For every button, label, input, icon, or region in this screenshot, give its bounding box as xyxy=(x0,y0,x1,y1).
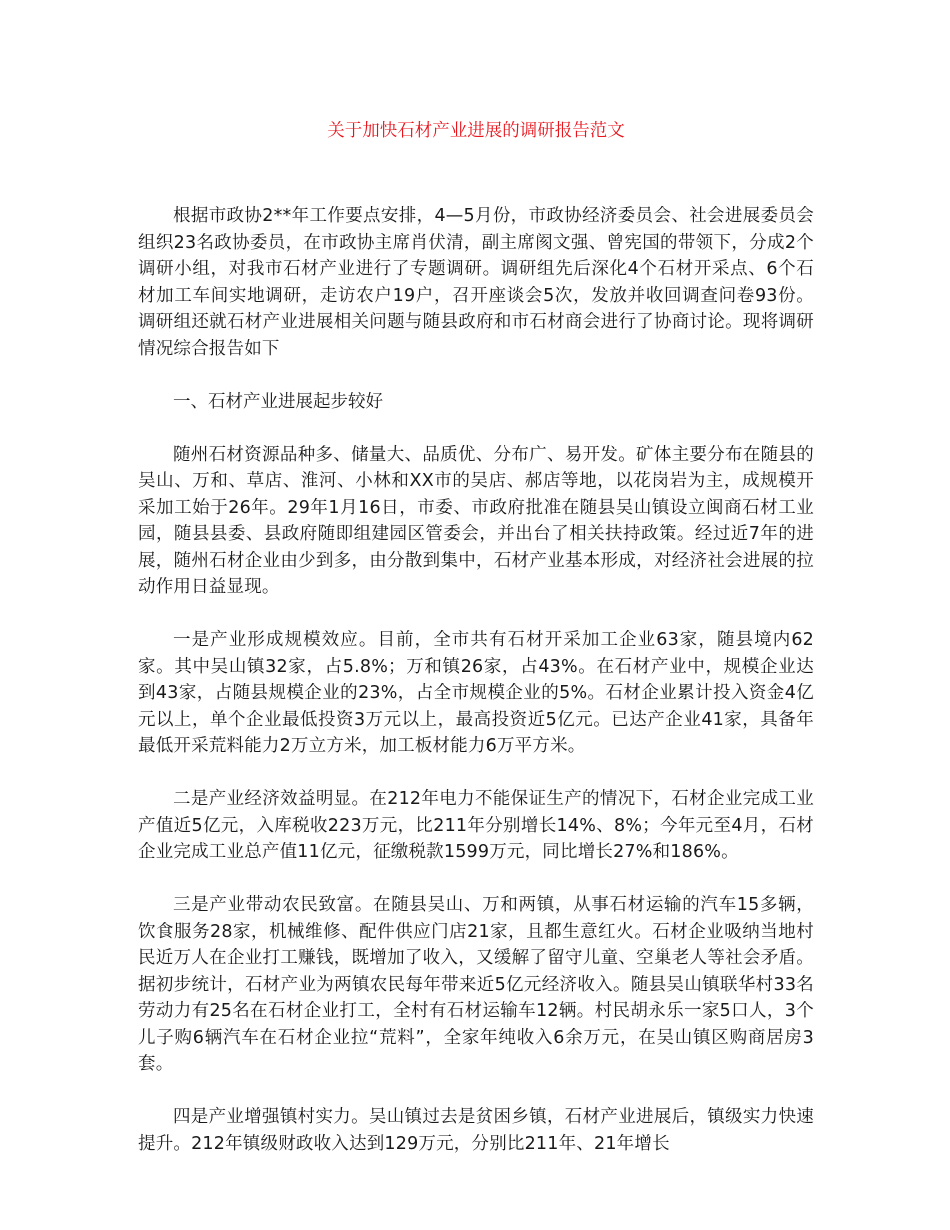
body-paragraph: 三是产业带动农民致富。在随县吴山、万和两镇，从事石材运输的汽车15多辆，饮食服务28家，机械维修、配件供应门店21家，且都生意红火。石材企业吸纳当地村民近万人在企业打工赚钱，既增加了收入，又缓解了留守儿童、空巢老人等社会矛盾。据初步统计，石材产业为两镇农民每年带来近5亿元经济收入。随县吴山镇联华村33名劳动力有25名在石材企业打工，全村有石材运输车12辆。村民胡永乐一家5口人，3个儿子购6辆汽车在石材企业拉“荒料”，全家年纯收入6余万元，在吴山镇区购商居房3套。 xyxy=(138,895,814,1074)
body-paragraph: 二是产业经济效益明显。在212年电力不能保证生产的情况下，石材企业完成工业产值近5亿元，入库税收223万元，比211年分别增长14%、8%；今年元至4月，石材企业完成工业总产值11亿元，征缴税款1599万元，同比增长27%和186%。 xyxy=(138,789,814,862)
body-paragraph: 一是产业形成规模效应。目前，全市共有石材开采加工企业63家，随县境内62家。其中吴山镇32家，占5.8%；万和镇26家，占43%。在石材产业中，规模企业达到43家，占随县规模企业的23%，占全市规模企业的5%。石材企业累计投入资金4亿元以上，单个企业最低投资3万元以上，最高投资近5亿元。已达产企业41家，具备年最低开采荒料能力2万立方米，加工板材能力6万平方米。 xyxy=(138,630,814,756)
section-heading: 一、石材产业进展起步较好 xyxy=(173,391,383,412)
body-paragraph: 随州石材资源品种多、储量大、品质优、分布广、易开发。矿体主要分布在随县的吴山、万和、草店、淮河、小林和XX市的吴店、郝店等地，以花岗岩为主，成规模开采加工始于26年。29年1月16日，市委、市政府批准在随县吴山镇设立闽商石材工业园，随县县委、县政府随即组建园区管委会，并出台了相关扶持政策。经过近7年的进展，随州石材企业由少到多，由分散到集中，石材产业基本形成，对经济社会进展的拉动作用日益显现。 xyxy=(138,444,814,597)
intro-paragraph: 根据市政协2**年工作要点安排，4—5月份，市政协经济委员会、社会进展委员会组织23名政协委员，在市政协主席肖伏清，副主席阂文强、曾宪国的带领下，分成2个调研小组，对我市石材产业进行了专题调研。调研组先后深化4个石材开采点、6个石材加工车间实地调研，走访农户19户，召开座谈会5次，发放并收回调查问卷93份。调研组还就石材产业进展相关问题与随县政府和市石材商会进行了协商讨论。现将调研情况综合报告如下 xyxy=(138,206,814,359)
document-title: 关于加快石材产业进展的调研报告范文 xyxy=(327,121,625,141)
body-paragraph: 四是产业增强镇村实力。吴山镇过去是贫困乡镇，石材产业进展后，镇级实力快速提升。212年镇级财政收入达到129万元，分别比211年、21年增长 xyxy=(138,1107,814,1154)
